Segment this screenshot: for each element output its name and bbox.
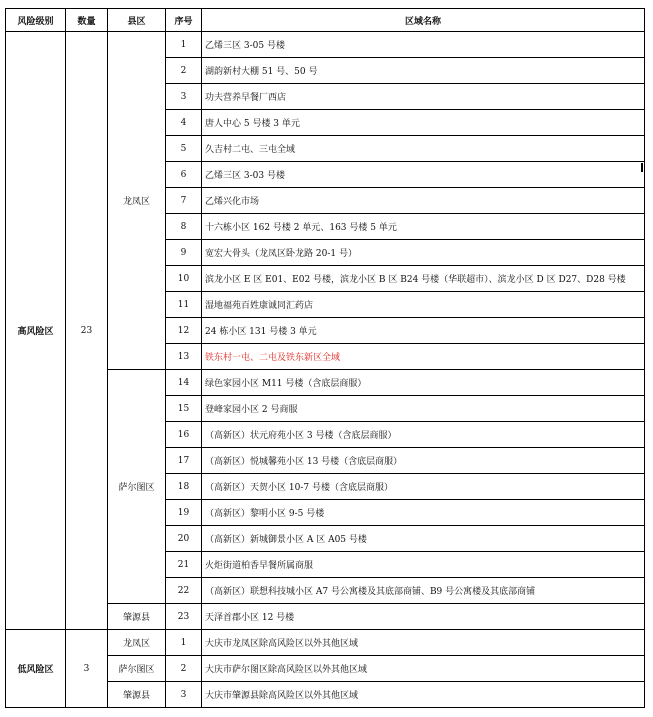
county-cell: 龙凤区 [108, 630, 166, 656]
seq-cell: 1 [166, 630, 202, 656]
area-name-cell: 火炬街道柏香早餐所属商服 [202, 552, 645, 578]
seq-cell: 22 [166, 578, 202, 604]
seq-cell: 10 [166, 266, 202, 292]
table-row [6, 32, 645, 58]
county-cell: 萨尔图区 [108, 656, 166, 682]
seq-cell: 20 [166, 526, 202, 552]
seq-cell: 4 [166, 110, 202, 136]
header-county: 县区 [108, 9, 166, 32]
area-name-cell-highlighted: 铁东村一屯、二屯及铁东新区全域 [202, 344, 645, 370]
seq-cell: 16 [166, 422, 202, 448]
seq-cell: 19 [166, 500, 202, 526]
county-cell: 肇源县 [108, 682, 166, 708]
area-name-cell: （高新区）悦城馨苑小区 13 号楼（含底层商服） [202, 448, 645, 474]
seq-cell: 17 [166, 448, 202, 474]
county-cell: 龙凤区 [108, 32, 166, 370]
area-name-cell: 乙烯三区 3-03 号楼 [202, 162, 645, 188]
seq-cell: 21 [166, 552, 202, 578]
area-name-cell: 绿色家园小区 M11 号楼（含底层商服） [202, 370, 645, 396]
area-name-cell: 大庆市萨尔图区除高风险区以外其他区域 [202, 656, 645, 682]
county-cell: 萨尔图区 [108, 370, 166, 604]
seq-cell: 23 [166, 604, 202, 630]
seq-cell: 1 [166, 32, 202, 58]
seq-cell: 9 [166, 240, 202, 266]
area-name-cell: 湖韵新村大棚 51 号、50 号 [202, 58, 645, 84]
area-name-cell: 乙烯三区 3-05 号楼 [202, 32, 645, 58]
header-area-name: 区域名称 [202, 9, 645, 32]
table-row [6, 630, 645, 656]
seq-cell: 13 [166, 344, 202, 370]
area-name-cell: 十六栋小区 162 号楼 2 单元、163 号楼 5 单元 [202, 214, 645, 240]
area-name-cell: 功夫营养早餐厂西店 [202, 84, 645, 110]
header-risk-level: 风险级别 [6, 9, 66, 32]
header-count: 数量 [66, 9, 108, 32]
area-name-cell: （高新区）天贺小区 10-7 号楼（含底层商服） [202, 474, 645, 500]
county-cell: 肇源县 [108, 604, 166, 630]
table-header-row [6, 9, 645, 32]
area-name-cell: 天泽首郡小区 12 号楼 [202, 604, 645, 630]
area-name-cell: 湿地福苑百姓康诚同汇药店 [202, 292, 645, 318]
seq-cell: 11 [166, 292, 202, 318]
header-seq: 序号 [166, 9, 202, 32]
seq-cell: 3 [166, 84, 202, 110]
area-name-cell: 唐人中心 5 号楼 3 单元 [202, 110, 645, 136]
seq-cell: 7 [166, 188, 202, 214]
area-name-cell: 滨龙小区 E 区 E01、E02 号楼，滨龙小区 B 区 B24 号楼（华联超市）、滨龙小区 D 区 D27、D28 号楼 [202, 266, 645, 292]
area-name-cell: （高新区）状元府苑小区 3 号楼（含底层商服） [202, 422, 645, 448]
seq-cell: 6 [166, 162, 202, 188]
area-name-cell: 大庆市肇源县除高风险区以外其他区域 [202, 682, 645, 708]
area-name-cell: 乙烯兴化市场 [202, 188, 645, 214]
paragraph-end-mark [641, 163, 643, 172]
seq-cell: 3 [166, 682, 202, 708]
area-name-cell: 大庆市龙凤区除高风险区以外其他区域 [202, 630, 645, 656]
high-risk-count: 23 [66, 32, 108, 630]
risk-level-low: 低风险区 [6, 630, 66, 708]
seq-cell: 8 [166, 214, 202, 240]
seq-cell: 14 [166, 370, 202, 396]
area-name-cell: 24 栋小区 131 号楼 3 单元 [202, 318, 645, 344]
area-name-cell: 宽宏大骨头（龙凤区卧龙路 20-1 号） [202, 240, 645, 266]
area-name-cell: （高新区）联想科技城小区 A7 号公寓楼及其底部商铺、B9 号公寓楼及其底部商铺 [202, 578, 645, 604]
seq-cell: 5 [166, 136, 202, 162]
low-risk-count: 3 [66, 630, 108, 708]
risk-level-high: 高风险区 [6, 32, 66, 630]
risk-area-table [5, 8, 645, 708]
area-name-cell: 登峰家园小区 2 号商服 [202, 396, 645, 422]
seq-cell: 15 [166, 396, 202, 422]
seq-cell: 12 [166, 318, 202, 344]
area-name-cell: （高新区）黎明小区 9-5 号楼 [202, 500, 645, 526]
seq-cell: 2 [166, 656, 202, 682]
seq-cell: 2 [166, 58, 202, 84]
area-name-cell: （高新区）新城御景小区 A 区 A05 号楼 [202, 526, 645, 552]
seq-cell: 18 [166, 474, 202, 500]
area-name-cell: 久吉村二屯、三屯全域 [202, 136, 645, 162]
